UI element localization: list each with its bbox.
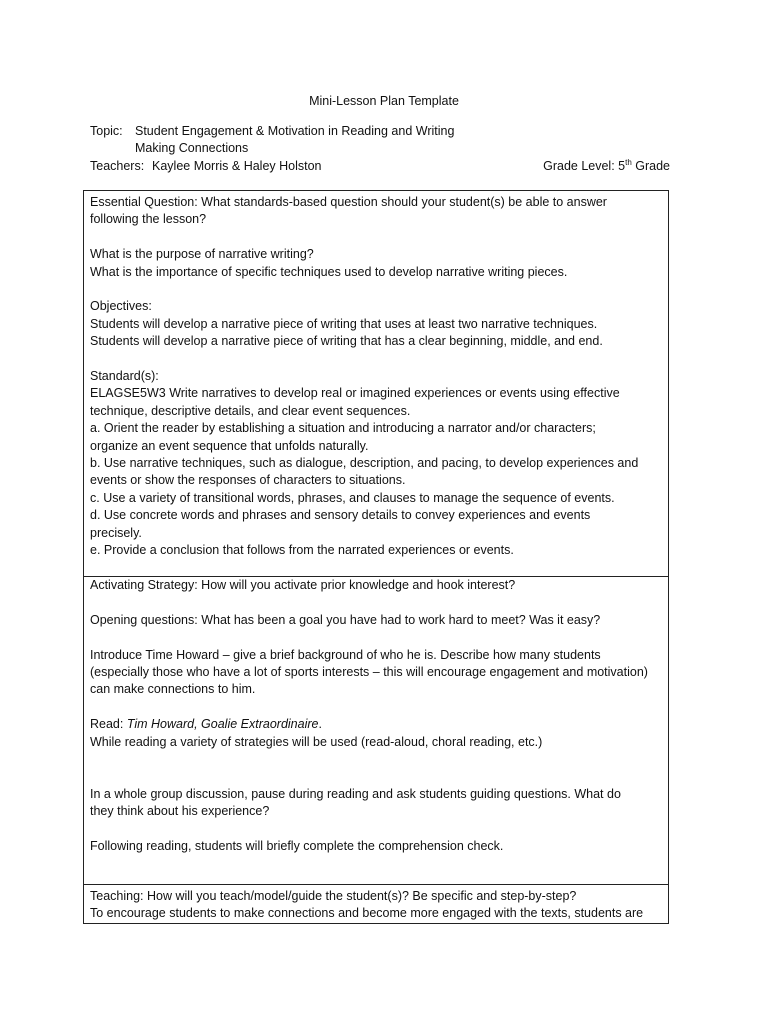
essential-question-line2: following the lesson? — [90, 212, 207, 227]
objective-2: Students will develop a narrative piece of writing that has a clear beginning, middle, and end. — [90, 334, 603, 349]
activating-strategy-heading: Activating Strategy: How will you activate prior knowledge and hook interest? — [90, 578, 516, 592]
introduce-line3: can make connections to him. — [90, 682, 256, 697]
teachers-names: Kaylee Morris & Haley Holston — [152, 159, 322, 173]
question-purpose: What is the purpose of narrative writing? — [90, 247, 314, 262]
book-title: Tim Howard, Goalie Extraordinaire — [126, 717, 319, 732]
topic-text-line2 — [90, 140, 715, 157]
topic-subtitle: Making Connections — [135, 141, 249, 155]
activating-strategy-section — [83, 576, 669, 885]
standard-main-line1: ELAGSE5W3 Write narratives to develop real or imagined experiences or events using effective — [90, 386, 620, 401]
topic-label: Topic: — [90, 124, 123, 138]
objectives-heading: Objectives: — [90, 299, 152, 314]
teaching-section — [83, 884, 669, 924]
standard-d-line2: precisely. — [90, 525, 142, 540]
teaching-heading: Teaching: How will you teach/model/guide the student(s)? Be specific and step-by-step? — [90, 889, 577, 903]
essential-question-line1: Essential Question: What standards-based question should your student(s) be able to answer — [90, 195, 607, 209]
topic-row — [90, 123, 670, 140]
grade-level — [543, 158, 670, 175]
standard-a-line1: a. Orient the reader by establishing a situation and introducing a narrator and/or characters; — [90, 421, 596, 436]
topic-text-line1: Student Engagement & Motivation in Reading and Writing — [135, 124, 455, 138]
opening-questions: Opening questions: What has been a goal you have had to work hard to meet? Was it easy? — [90, 612, 601, 627]
page-title: Mini-Lesson Plan Template — [309, 94, 459, 108]
standard-a-line2: organize an event sequence that unfolds naturally. — [90, 438, 369, 453]
introduce-line2: (especially those who have a lot of sports interests – this will encourage engagement and motivation) — [90, 665, 648, 679]
grade-superscript: th — [625, 157, 632, 167]
discussion-line2: they think about his experience? — [90, 804, 270, 819]
read-label: Read: — [90, 717, 127, 732]
discussion-line1: In a whole group discussion, pause during reading and ask students guiding questions. What do — [90, 786, 621, 801]
teachers-label: Teachers: — [90, 159, 145, 173]
objective-1: Students will develop a narrative piece of writing that uses at least two narrative techniques. — [90, 316, 598, 331]
grade-suffix: Grade — [631, 159, 670, 173]
standard-main-line2: technique, descriptive details, and clear event sequences. — [90, 403, 411, 418]
read-period: . — [318, 717, 322, 732]
grade-label: Grade Level: 5 — [543, 159, 626, 173]
reading-strategies: While reading a variety of strategies will be used (read-aloud, choral reading, etc.) — [90, 734, 543, 749]
standard-e: e. Provide a conclusion that follows from the narrated experiences or events. — [90, 543, 514, 558]
comprehension-check: Following reading, students will briefly complete the comprehension check. — [90, 839, 504, 854]
introduce-line1: Introduce Time Howard – give a brief background of who he is. Describe how many students — [90, 647, 601, 662]
standard-c: c. Use a variety of transitional words, phrases, and clauses to manage the sequence of events. — [90, 490, 615, 505]
read-line — [90, 716, 662, 733]
standard-d-line1: d. Use concrete words and phrases and sensory details to convey experiences and events — [90, 508, 591, 523]
question-importance: What is the importance of specific techniques used to develop narrative writing pieces. — [90, 264, 568, 279]
standards-section — [83, 190, 669, 577]
teachers-row — [90, 158, 670, 175]
standard-b-line2: events or show the responses of characters to situations. — [90, 473, 406, 488]
standards-heading: Standard(s): — [90, 369, 159, 384]
teaching-encourage: To encourage students to make connections and become more engaged with the texts, students are — [90, 906, 644, 921]
standard-b-line1: b. Use narrative techniques, such as dialogue, description, and pacing, to develop experiences and — [90, 456, 639, 471]
